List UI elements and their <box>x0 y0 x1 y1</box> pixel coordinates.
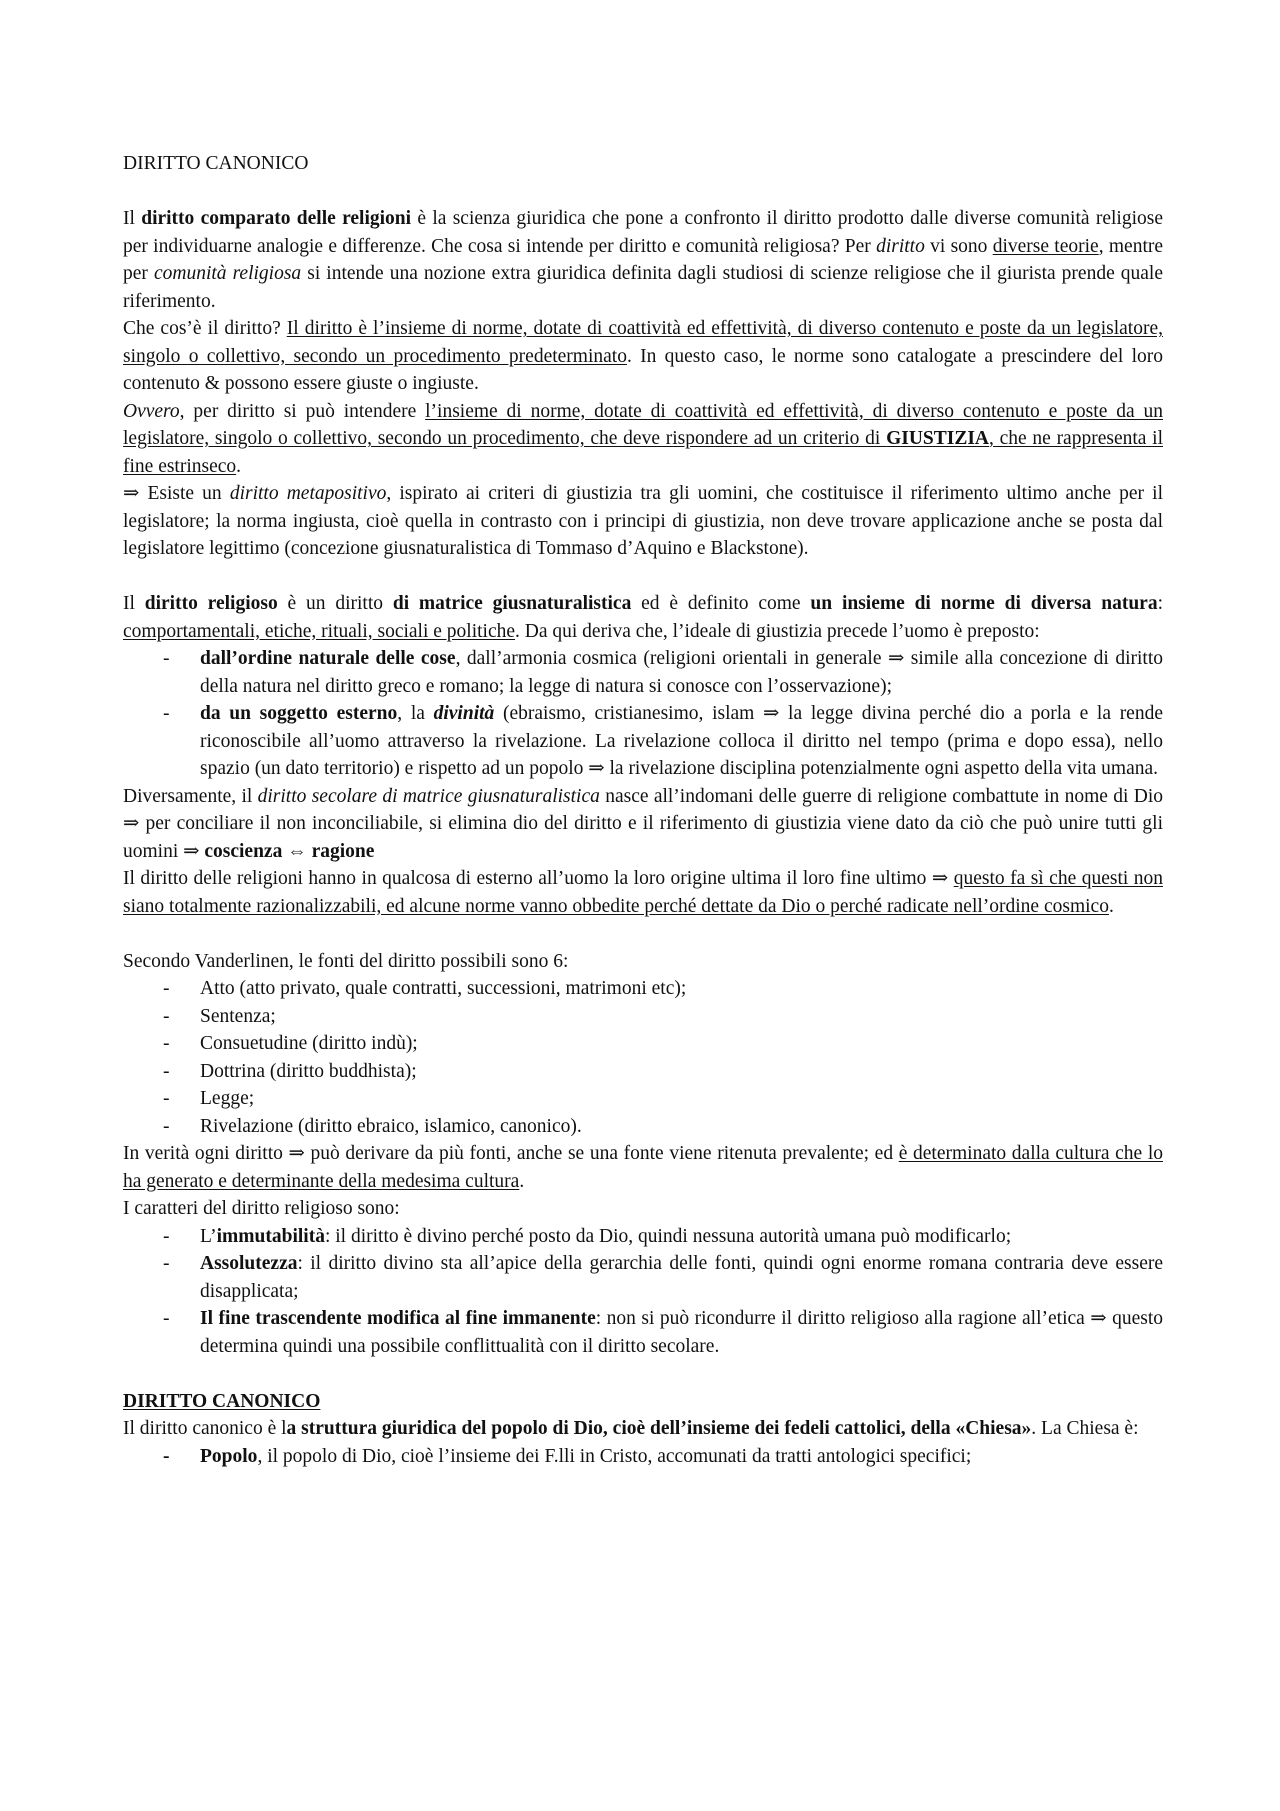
paragraph <box>123 590 1163 645</box>
text-run: Secondo Vanderlinen, le fonti del diritto possibili sono 6: <box>123 950 569 972</box>
text-run: a struttura giuridica del popolo di Dio, cioè dell’insieme dei fedeli cattolici, della «Chiesa» <box>286 1418 1032 1439</box>
bullet-list <box>123 975 1163 1140</box>
text-run: diritto comparato delle religioni <box>141 208 412 229</box>
text-run: Il <box>123 208 142 229</box>
list-item <box>123 1223 1163 1251</box>
document-title: DIRITTO CANONICO <box>123 153 309 174</box>
text-run: coscienza ⇔ ragione <box>204 840 375 862</box>
paragraph <box>123 480 1163 563</box>
text-run: Diversamente, il <box>123 785 258 807</box>
text-run: , mentre per <box>123 235 1164 284</box>
bullet-list <box>123 1223 1163 1361</box>
text-run: Consuetudine (diritto indù); <box>200 1033 418 1054</box>
list-item <box>123 1113 1163 1141</box>
bullet-dash: - <box>163 1033 170 1054</box>
text-run: . Da qui deriva che, l’ideale di giustizia precede l’uomo è preposto: <box>515 620 1040 642</box>
text-run: Il diritto delle religioni hanno in qualcosa di esterno all’uomo la loro origine ultima il loro fine ultimo ⇒ <box>123 868 954 889</box>
text-run: : <box>1157 593 1163 614</box>
section-heading: DIRITTO CANONICO <box>123 1390 321 1412</box>
text-run: I caratteri del diritto religioso sono: <box>123 1198 400 1219</box>
text-run: , dall’armonia cosmica (religioni orientali in generale ⇒ simile alla concezione di diritto della natura nel diritto greco e romano; la legge di natura si conosce con l’osservazione); <box>200 648 1163 697</box>
text-run: di matrice giusnaturalistica <box>392 593 632 614</box>
text-run: dall’ordine naturale delle cose <box>200 648 456 669</box>
text-run: questo fa sì che questi non siano totalmente razionalizzabili, ed alcune norme vanno obbedite perché dettate da Dio o perché radicate nell’ordine cosmico <box>123 868 1163 917</box>
text-run: . In questo caso, le norme sono catalogate a prescindere del loro contenuto & possono essere giuste o ingiuste. <box>123 345 1163 394</box>
text-run: Il diritto canonico è l <box>123 1418 287 1439</box>
text-run: , per diritto si può intendere <box>179 400 426 422</box>
list-item <box>123 700 1163 783</box>
paragraph <box>123 865 1163 920</box>
list-item <box>123 1058 1163 1086</box>
text-run: ed è definito come <box>631 593 811 614</box>
text-run: In verità ogni diritto ⇒ può derivare da più fonti, anche se una fonte viene ritenuta prevalente; ed <box>123 1143 899 1164</box>
text-run: nasce all’indomani delle guerre di religione combattute in nome di Dio ⇒ per conciliare il non inconciliabile, si elimina dio del diritto e il riferimento di giustizia viene dato da ciò che può unire tutti gli uomini ⇒ <box>123 785 1163 862</box>
text-run: Sentenza; <box>200 1005 276 1027</box>
text-run: un insieme di norme di diversa natura <box>810 593 1158 614</box>
text-run: Legge; <box>200 1088 255 1109</box>
text-run: (ebraismo, cristianesimo, islam ⇒ la legge divina perché dio a porla e la rende riconoscibile all’uomo attraverso la rivelazione. La rivelazione colloca il diritto nel tempo (prima e dopo essa), nello spazio (un dato territorio) e rispetto ad un popolo ⇒ la rivelazione disciplina potenzialmente ogni aspetto della vita umana. <box>200 703 1163 779</box>
text-run: GIUSTIZIA <box>886 428 990 449</box>
paragraph <box>123 398 1163 481</box>
blank-line <box>123 563 1163 591</box>
bullet-dash: - <box>163 1060 170 1082</box>
text-run: , il popolo di Dio, cioè l’insieme dei F.lli in Cristo, accomunati da tratti antologici specifici; <box>257 1445 972 1467</box>
bullet-dash: - <box>163 1005 170 1027</box>
list-item <box>123 1250 1163 1305</box>
list-item <box>123 1085 1163 1113</box>
text-run: immutabilità <box>216 1225 325 1247</box>
text-run: : il diritto è divino perché posto da Dio, quindi nessuna autorità umana può modificarlo; <box>324 1225 1012 1247</box>
bullet-dash: - <box>163 1088 170 1109</box>
text-run: Il fine trascendente modifica al fine immanente <box>200 1308 596 1329</box>
text-run: l’insieme di norme, dotate di coattività ed effettività, di diverso contenuto e poste da un legislatore, singolo o collettivo, secondo un procedimento, che deve rispondere ad un criterio di <box>123 400 1163 449</box>
document-page <box>123 150 1163 1470</box>
bullet-dash: - <box>163 1445 170 1467</box>
text-run: . La Chiesa è: <box>1031 1418 1139 1439</box>
bullet-dash: - <box>163 1253 170 1274</box>
text-run: L’ <box>200 1225 217 1247</box>
text-run: Ovvero <box>123 400 180 422</box>
paragraph <box>123 1415 1163 1443</box>
text-run: : il diritto divino sta all’apice della gerarchia delle fonti, quindi ogni enorme romana contraria deve essere disapplicata; <box>200 1253 1163 1302</box>
text-run: si intende una nozione extra giuridica definita dagli studiosi di scienze religiose che il giurista prende quale riferimento. <box>123 263 1164 312</box>
bullet-dash: - <box>163 703 170 724</box>
paragraph <box>123 1195 1163 1223</box>
text-run: . <box>1108 895 1114 917</box>
text-run: , ispirato ai criteri di giustizia tra gli uomini, che costituisce il riferimento ultimo anche per il legislatore; la norma ingiusta, cioè quella in contrasto con i principi di giustizia, non deve trovare applicazione anche se posta dal legislatore legittimo (concezione giusnaturalistica di Tommaso d’Aquino e Blackstone). <box>123 483 1163 559</box>
paragraph <box>123 315 1163 398</box>
text-run: ⇒ Esiste un <box>123 483 230 504</box>
text-run: è la scienza giuridica che pone a confronto il diritto prodotto dalle diverse comunità religiose per individuarne analogie e differenze. Che cosa si intende per diritto e comunità religiosa? Per <box>123 208 1163 257</box>
text-run: Che cos’è il diritto? <box>123 318 287 339</box>
text-run: vi sono <box>924 235 993 257</box>
text-run: Il <box>123 593 145 614</box>
text-run: comunità religiosa <box>153 263 302 284</box>
text-run: diritto <box>876 235 925 257</box>
text-run: Dottrina (diritto buddhista); <box>200 1060 417 1082</box>
bullet-dash: - <box>163 1225 170 1247</box>
text-run: divinità <box>433 703 495 724</box>
paragraph <box>123 1140 1163 1195</box>
text-run: da un soggetto esterno <box>200 703 398 724</box>
list-item <box>123 645 1163 700</box>
paragraph <box>123 205 1163 315</box>
blank-line <box>123 920 1163 948</box>
text-run: Il diritto è l’insieme di norme, dotate di coattività ed effettività, di diverso contenuto e poste da un legislatore, singolo o collettivo, secondo un procedimento predeterminato <box>123 318 1163 367</box>
text-run: diritto secolare di matrice giusnaturalistica <box>257 785 600 807</box>
text-run: Atto (atto privato, quale contratti, successioni, matrimoni etc); <box>200 978 687 999</box>
text-run: : non si può ricondurre il diritto religioso alla ragione all’etica ⇒ questo determina quindi una possibile conflittualità con il diritto secolare. <box>200 1308 1163 1357</box>
blank-line <box>123 1360 1163 1388</box>
text-run: , la <box>397 703 434 724</box>
text-run: . <box>236 455 242 477</box>
bullet-dash: - <box>163 648 170 669</box>
paragraph <box>123 783 1163 866</box>
list-item <box>123 1003 1163 1031</box>
bullet-dash: - <box>163 1115 170 1137</box>
bullet-dash: - <box>163 1308 170 1329</box>
text-run: Rivelazione (diritto ebraico, islamico, canonico). <box>200 1115 582 1137</box>
paragraph <box>123 948 1163 976</box>
text-run: , che ne rappresenta il fine estrinseco <box>123 428 1163 477</box>
list-item <box>123 1030 1163 1058</box>
text-run: diritto metapositivo <box>229 483 387 504</box>
list-item <box>123 975 1163 1003</box>
text-run: diritto religioso <box>144 593 278 614</box>
text-run: diverse teorie <box>992 235 1099 257</box>
text-run: . <box>519 1170 525 1192</box>
text-run: Popolo <box>200 1445 258 1467</box>
bullet-list <box>123 1443 1163 1471</box>
text-run: è determinato dalla cultura che lo ha generato e determinante della medesima cultura <box>123 1143 1163 1192</box>
text-run: comportamentali, etiche, rituali, sociali e politiche <box>123 620 516 642</box>
list-item <box>123 1305 1163 1360</box>
bullet-list <box>123 645 1163 783</box>
bullet-dash: - <box>163 978 170 999</box>
text-run: è un diritto <box>277 593 393 614</box>
list-item <box>123 1443 1163 1471</box>
text-run: Assolutezza <box>200 1253 298 1274</box>
